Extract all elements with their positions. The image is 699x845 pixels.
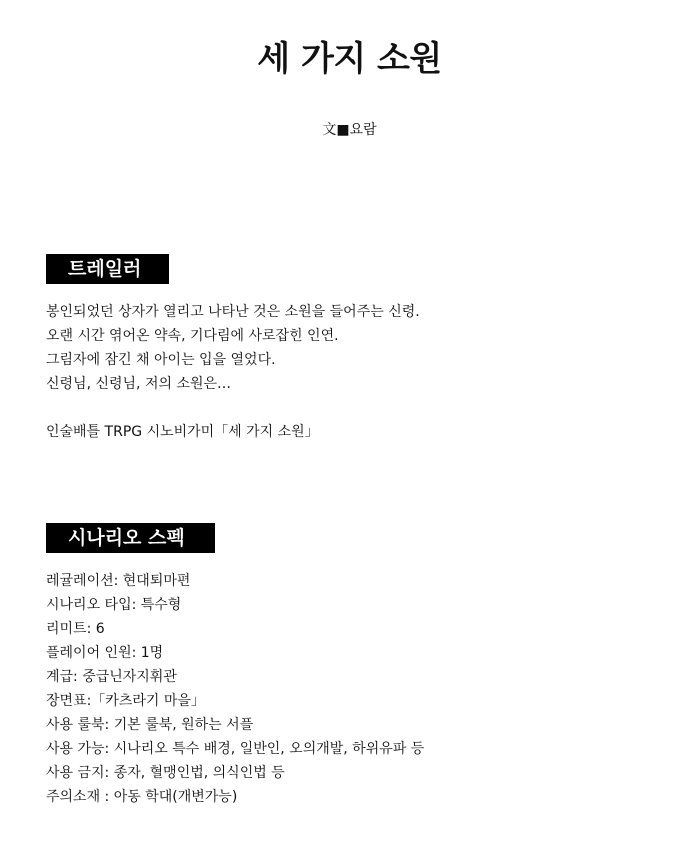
trailer-line: 그림자에 잠긴 채 아이는 입을 열었다. [46, 352, 276, 368]
game-system-line: 인술배틀 TRPG 시노비가미「세 가지 소원」 [46, 424, 319, 440]
trailer-note [46, 420, 666, 444]
scenario-spec-list [46, 569, 666, 809]
trailer-line: 봉인되었던 상자가 열리고 나타난 것은 소원을 들어주는 신령. [46, 304, 420, 320]
spec-item: 장면표:「카츠라기 마을」 [46, 693, 205, 709]
spec-item: 시나리오 타입: 특수형 [46, 597, 182, 613]
document-title: 세 가지 소원 [257, 39, 442, 79]
spec-item: 리미트: 6 [46, 621, 105, 637]
trailer-line: 오랜 시간 엮어온 약속, 기다림에 사로잡힌 인연. [46, 328, 339, 344]
spec-item: 계급: 중급닌자지휘관 [46, 669, 177, 685]
section-heading-trailer: 트레일러 [46, 254, 169, 284]
trailer-text [46, 300, 666, 396]
section-heading-scenario-spec: 시나리오 스펙 [46, 523, 215, 553]
spec-item: 플레이어 인원: 1명 [46, 645, 164, 661]
spec-item: 사용 룰북: 기본 룰북, 원하는 서플 [46, 717, 254, 733]
spec-item: 레귤레이션: 현대퇴마편 [46, 573, 191, 589]
spec-item: 주의소재 : 아동 학대(개변가능) [46, 789, 238, 805]
author-byline: 文■요람 [322, 122, 377, 138]
trailer-line: 신령님, 신령님, 저의 소원은… [46, 376, 232, 392]
spec-item: 사용 가능: 시나리오 특수 배경, 일반인, 오의개발, 하위유파 등 [46, 741, 425, 757]
spec-item: 사용 금지: 종자, 혈맹인법, 의식인법 등 [46, 765, 285, 781]
